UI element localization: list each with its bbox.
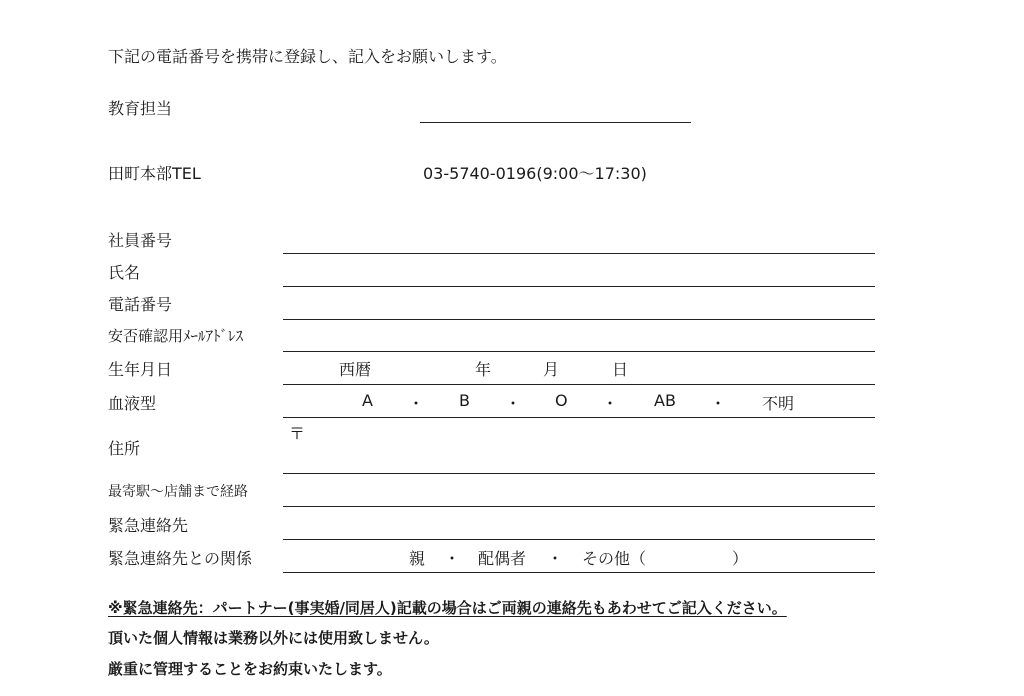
address-line[interactable] xyxy=(283,473,875,474)
management-note: 厳重に管理することをお約束いたします。 xyxy=(108,660,392,678)
relation-separator: ・ xyxy=(547,549,564,568)
relation-option-spouse[interactable]: 配偶者 xyxy=(478,549,527,568)
emergency-note: ※緊急連絡先：パートナー(事実婚/同居人)記載の場合はご両親の連絡先もあわせてご記入ください。 xyxy=(108,599,787,617)
route-line[interactable] xyxy=(283,506,875,507)
education-input-line[interactable] xyxy=(420,122,691,123)
blood-separator: ・ xyxy=(505,394,522,413)
birth-month: 月 xyxy=(543,360,560,379)
blood-type-line[interactable] xyxy=(283,417,875,418)
birth-era: 西暦 xyxy=(339,360,372,379)
blood-separator: ・ xyxy=(408,394,425,413)
blood-option-a[interactable]: A xyxy=(362,391,373,410)
blood-option-o[interactable]: O xyxy=(555,391,568,410)
relation-separator: ・ xyxy=(444,549,461,568)
privacy-note: 頂いた個人情報は業務以外には使用致しません。 xyxy=(108,629,439,647)
postal-mark: 〒 xyxy=(289,424,306,443)
intro-text: 下記の電話番号を携帯に登録し、記入をお願いします。 xyxy=(108,47,507,66)
safety-email-label: 安否確認用ﾒｰﾙｱﾄﾞﾚｽ xyxy=(108,327,244,345)
emergency-contact-line[interactable] xyxy=(283,539,875,540)
employee-no-line[interactable] xyxy=(283,253,875,254)
blood-option-b[interactable]: B xyxy=(459,391,470,410)
hq-tel-number: 03-5740-0196(9:00～17:30) xyxy=(423,164,647,183)
blood-separator: ・ xyxy=(710,394,727,413)
name-line[interactable] xyxy=(283,286,875,287)
blood-option-ab[interactable]: AB xyxy=(654,391,676,410)
route-label: 最寄駅～店舗まで経路 xyxy=(108,484,248,500)
emergency-relation-line[interactable] xyxy=(283,572,875,573)
birth-day: 日 xyxy=(612,360,629,379)
phone-label: 電話番号 xyxy=(108,295,173,314)
education-label: 教育担当 xyxy=(108,99,173,118)
relation-option-other[interactable]: その他（ xyxy=(582,549,647,568)
birth-year: 年 xyxy=(475,360,492,379)
relation-close-paren: ） xyxy=(732,549,749,568)
birthdate-label: 生年月日 xyxy=(108,360,173,379)
hq-tel-label: 田町本部TEL xyxy=(108,164,201,183)
phone-line[interactable] xyxy=(283,319,875,320)
safety-email-line[interactable] xyxy=(283,351,875,352)
relation-option-parent[interactable]: 親 xyxy=(409,549,426,568)
name-label: 氏名 xyxy=(108,263,141,282)
blood-type-label: 血液型 xyxy=(108,394,157,413)
emergency-contact-label: 緊急連絡先 xyxy=(108,516,189,535)
emergency-relation-label: 緊急連絡先との関係 xyxy=(108,549,253,568)
blood-separator: ・ xyxy=(602,394,619,413)
employee-no-label: 社員番号 xyxy=(108,231,173,250)
address-label: 住所 xyxy=(108,439,141,458)
blood-option-unknown[interactable]: 不明 xyxy=(762,394,795,413)
birthdate-line[interactable] xyxy=(283,384,875,385)
